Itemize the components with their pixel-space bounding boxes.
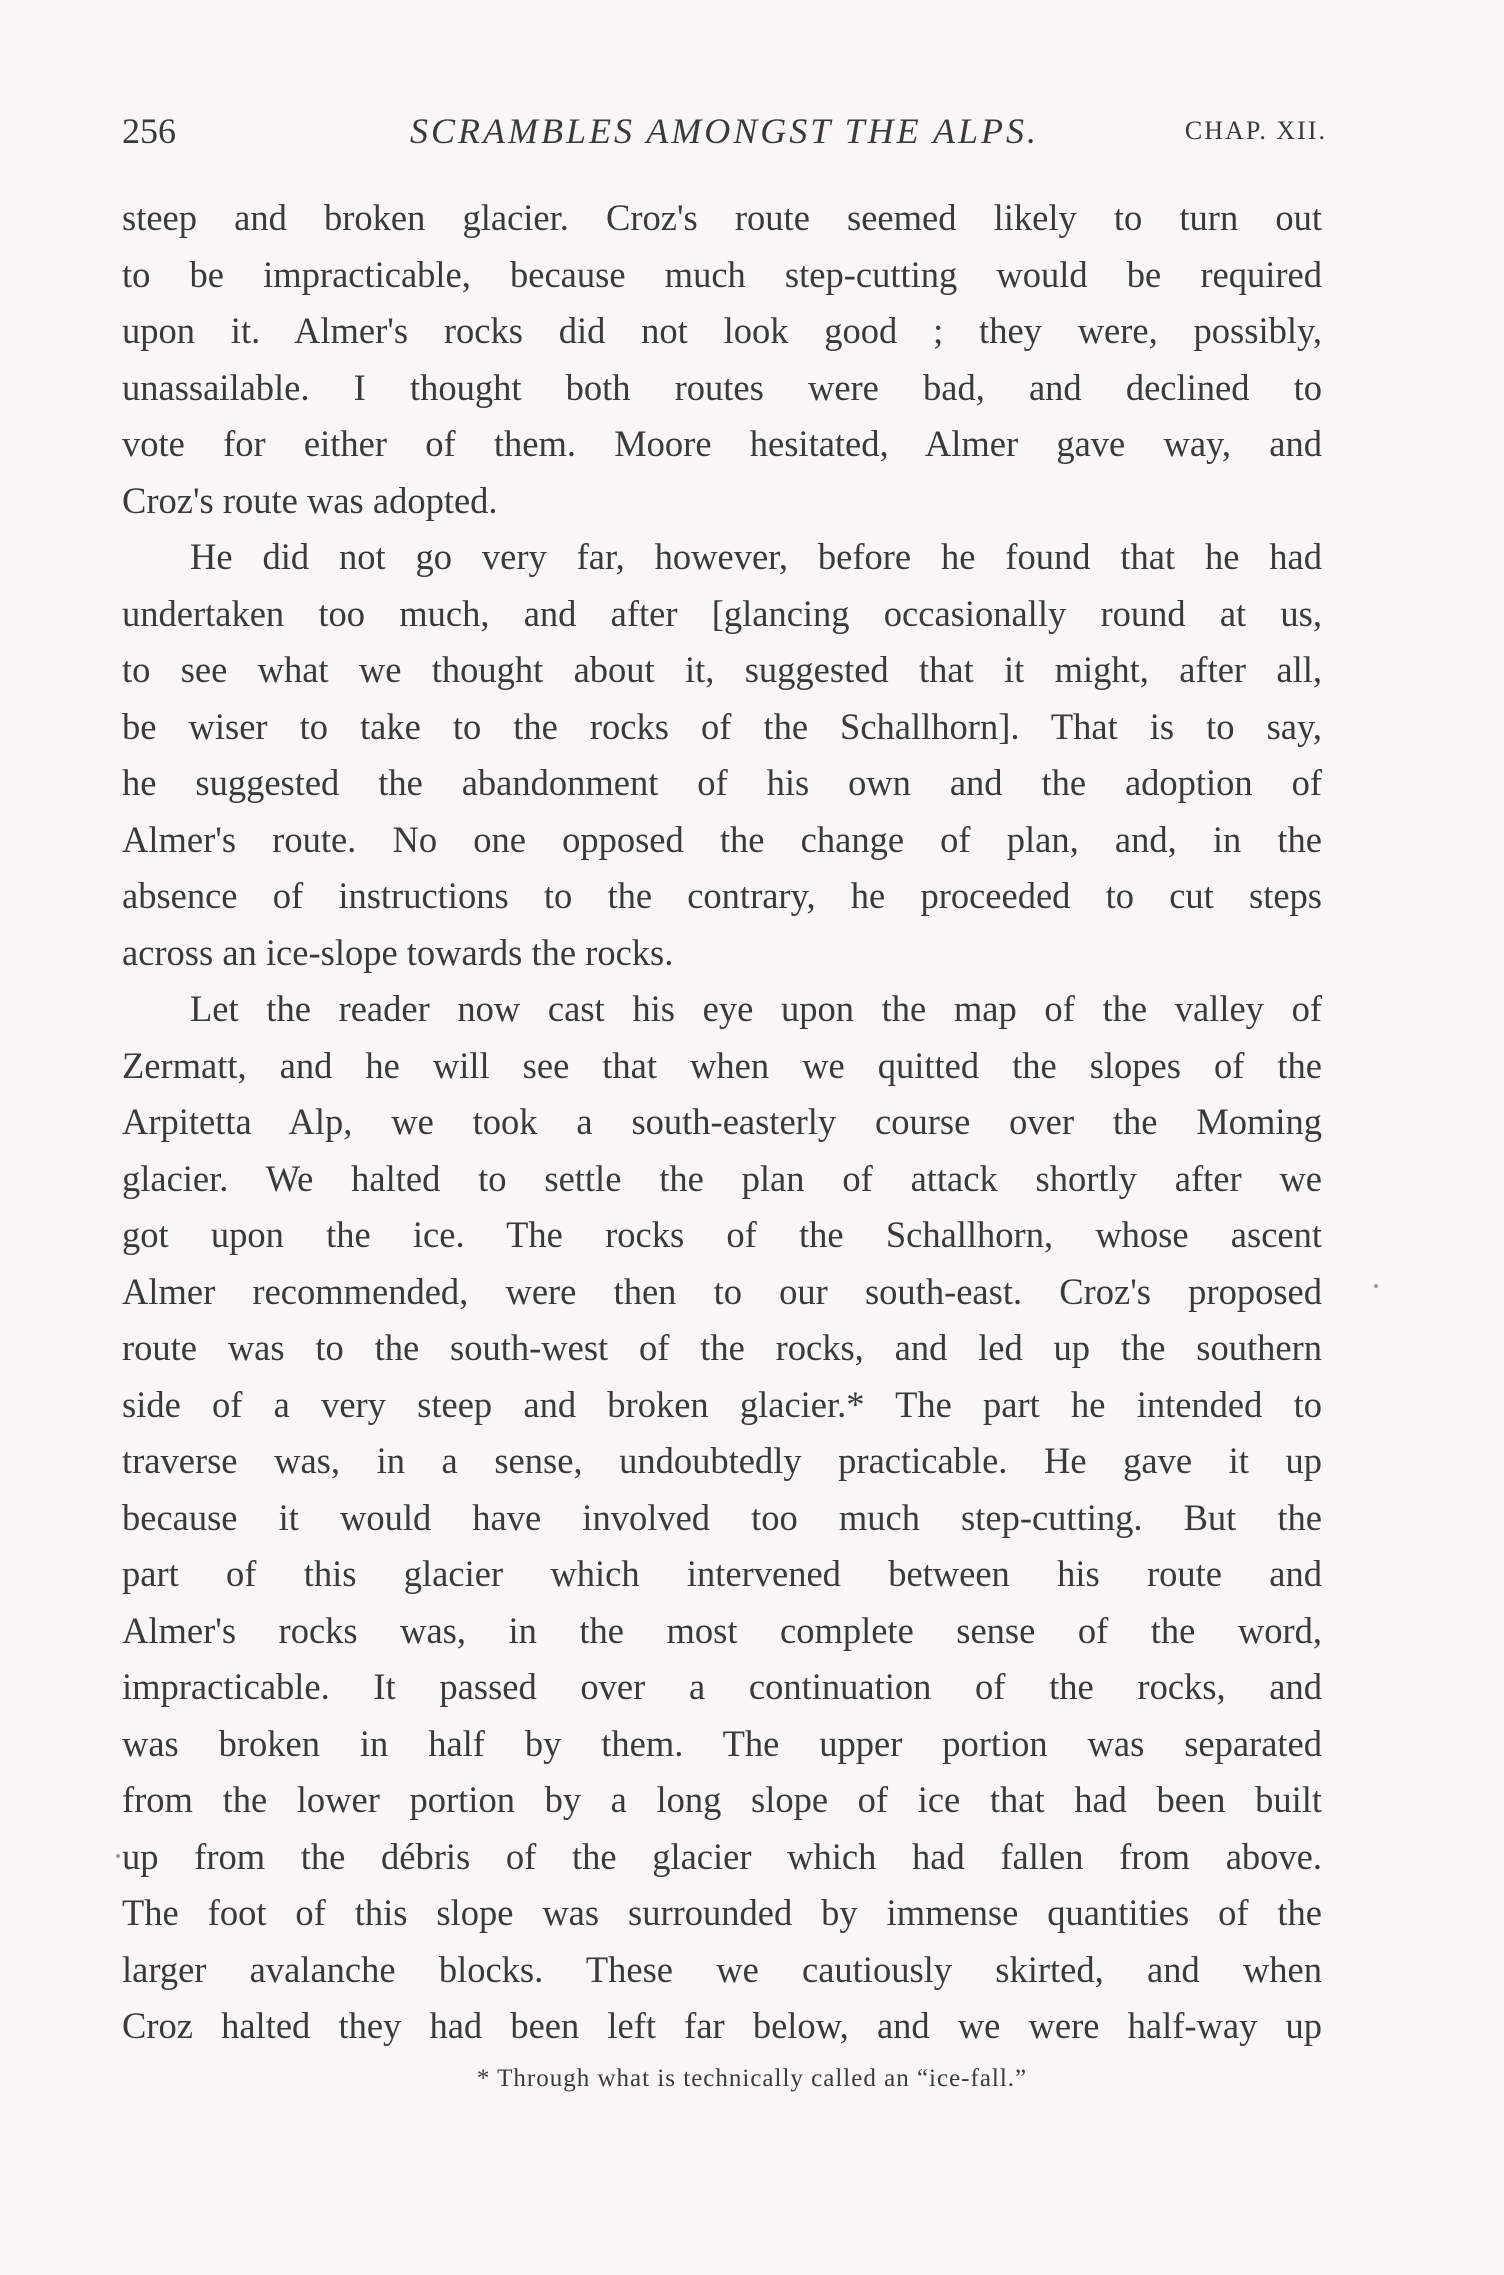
text-line: absence of instructions to the contrary, he proceeded to cut steps [122,875,1322,916]
text-line: was broken in half by them. The upper portion was separated [122,1722,1322,1764]
text-line: He did not go very far, however, before he found that he had [190,536,1322,577]
text-line: Let the reader now cast his eye upon the map of the valley of [190,988,1322,1029]
text-line: unassailable. I thought both routes were bad, and declined to [122,366,1322,408]
text-line: he suggested the abandonment of his own and the adoption of [122,762,1322,803]
text-line: across an ice-slope towards the rocks. [122,931,674,973]
page-number: 256 [122,111,176,151]
running-title: SCRAMBLES AMONGST THE ALPS. [409,111,1040,151]
text-line: to see what we thought about it, suggested that it might, after all, [122,649,1322,690]
text-line: traverse was, in a sense, undoubtedly practicable. He gave it up [122,1440,1322,1481]
text-line: Arpitetta Alp, we took a south-easterly course over the Moming [122,1101,1322,1142]
text-line: Zermatt, and he will see that when we quitted the slopes of the [122,1044,1322,1086]
text-line: steep and broken glacier. Croz's route seemed likely to turn out [122,197,1322,238]
page-header [122,110,1327,160]
text-line: undertaken too much, and after [glancing occasionally round at us, [122,592,1322,634]
text-line: up from the débris of the glacier which had fallen from above. [122,1835,1322,1877]
chapter-label: CHAP. XII. [1184,116,1327,145]
text-line: route was to the south-west of the rocks, and led up the southern [122,1327,1322,1368]
body-text [122,190,1322,2055]
text-line: from the lower portion by a long slope of ice that had been built [122,1779,1322,1820]
text-line: because it would have involved too much step-cutting. But the [122,1496,1322,1538]
text-line: to be impracticable, because much step-cutting would be required [122,253,1322,295]
margin-speck [1374,1284,1378,1288]
text-line: Croz halted they had been left far below, and we were half-way up [122,2005,1322,2046]
text-line: glacier. We halted to settle the plan of attack shortly after we [122,1157,1322,1199]
text-line: Croz's route was adopted. [122,479,498,521]
text-line: upon it. Almer's rocks did not look good ; they were, possibly, [122,310,1322,351]
text-line: got upon the ice. The rocks of the Schallhorn, whose ascent [122,1214,1322,1255]
text-line: impracticable. It passed over a continuation of the rocks, and [122,1666,1322,1707]
footnote: * Through what is technically called an “ice-fall.” [476,2065,1028,2092]
text-line: Almer's rocks was, in the most complete sense of the word, [122,1609,1322,1651]
margin-speck [116,1854,120,1858]
text-line: side of a very steep and broken glacier.* The part he intended to [122,1383,1322,1425]
text-line: be wiser to take to the rocks of the Schallhorn]. That is to say, [122,705,1322,747]
text-line: larger avalanche blocks. These we cautiously skirted, and when [122,1948,1322,1990]
text-line: Almer recommended, were then to our south-east. Croz's proposed [122,1270,1322,1312]
text-line: vote for either of them. Moore hesitated, Almer gave way, and [122,423,1322,464]
text-line: Almer's route. No one opposed the change of plan, and, in the [122,818,1322,860]
text-line: The foot of this slope was surrounded by immense quantities of the [122,1892,1322,1933]
text-line: part of this glacier which intervened between his route and [122,1553,1322,1594]
